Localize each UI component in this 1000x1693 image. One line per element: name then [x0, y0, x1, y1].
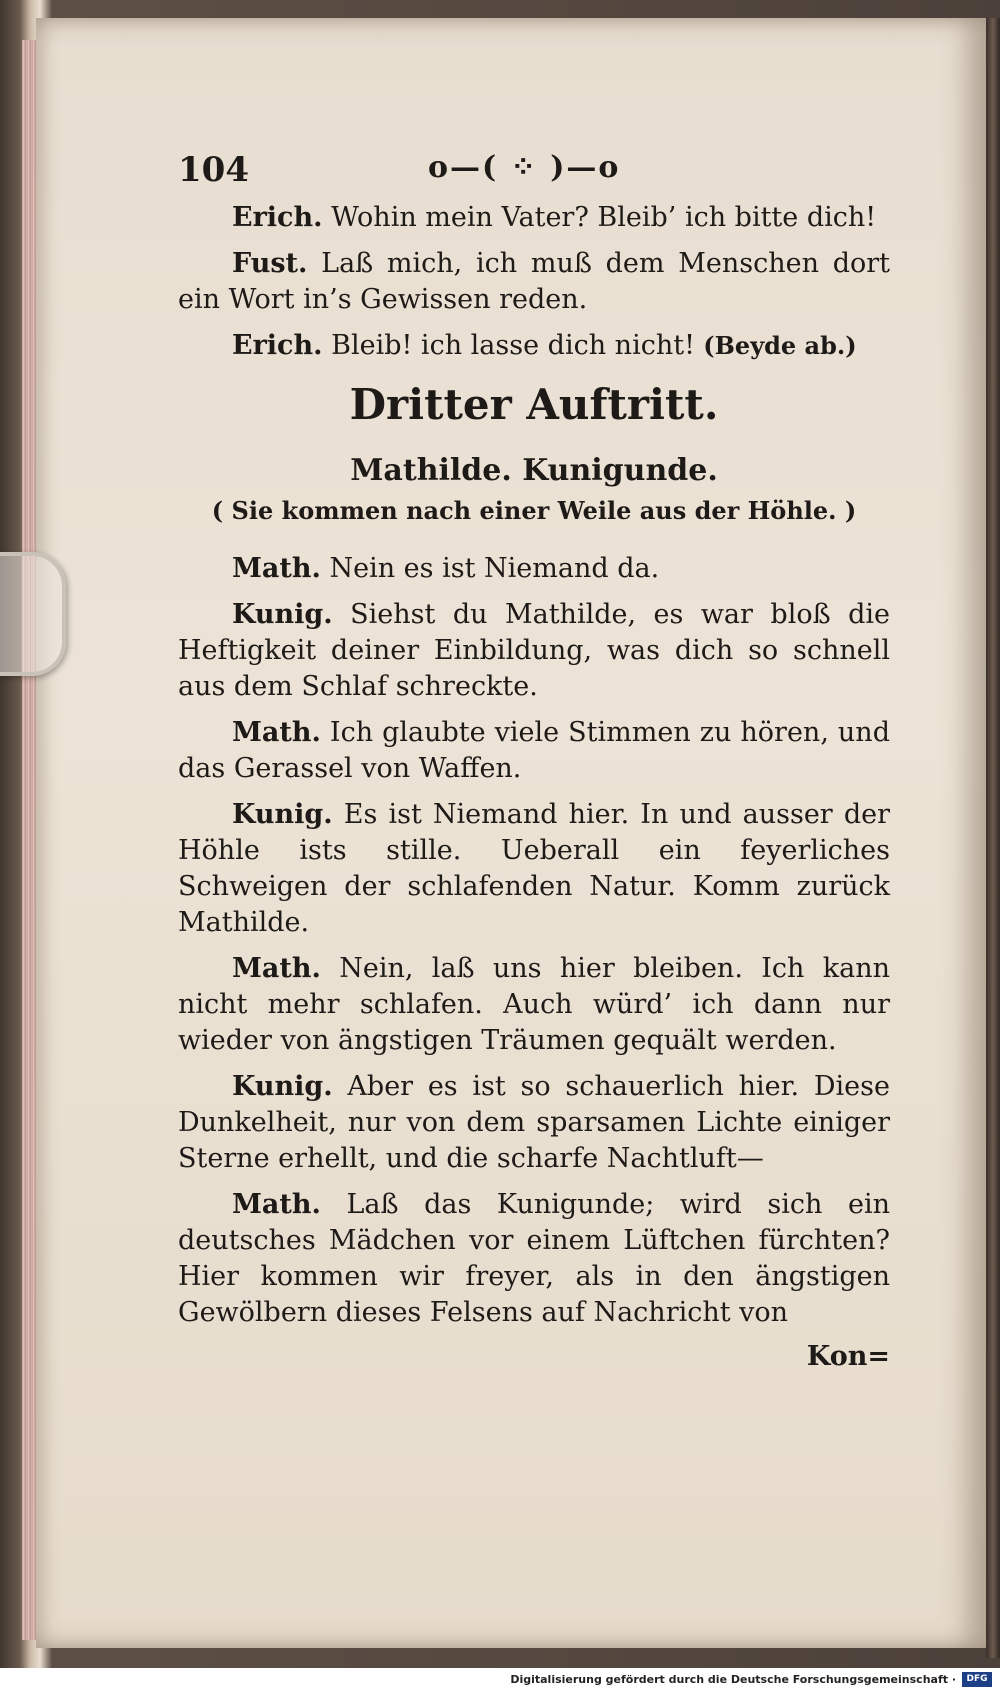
line-text: Aber es ist so schauerlich hier. Diese Dunkelheit, nur von dem sparsamen Lichte einiger Sterne erhellt, und die scharfe Nachtluft—: [178, 1071, 890, 1174]
stage-direction: (Beyde ab.): [694, 331, 857, 360]
line-text: Nein, laß uns hier bleiben. Ich kann nicht mehr schlafen. Auch würd’ ich dann nur wieder von ängstigen Träumen gequält werden.: [178, 953, 890, 1056]
page-number: 104: [178, 150, 249, 190]
dialogue-line: [178, 1069, 890, 1177]
speaker-name: Kunig.: [232, 1071, 333, 1102]
line-text: Wohin mein Vater? Bleib’ ich bitte dich!: [322, 202, 877, 233]
line-text: Ich glaubte viele Stimmen zu hören, und das Gerassel von Waffen.: [178, 717, 890, 784]
dialogue-line: [178, 1187, 890, 1331]
line-text: Siehst du Mathilde, es war bloß die Heftigkeit deiner Einbildung, was dich so schnell aus dem Schlaf schreckte.: [178, 599, 890, 702]
dialogue-line: [178, 715, 890, 787]
speaker-name: Erich.: [232, 330, 323, 361]
scene-direction: ( Sie kommen nach einer Weile aus der Höhle. ): [211, 496, 857, 525]
speaker-name: Math.: [232, 717, 321, 748]
dialogue-line: [178, 246, 890, 318]
dialogue-line: [178, 597, 890, 705]
dialogue-line: [178, 797, 890, 941]
page-header: [178, 150, 890, 200]
speaker-name: Math.: [232, 553, 321, 584]
dialogue-line: [178, 328, 890, 364]
dialogue-line: [178, 951, 890, 1059]
line-text: Bleib! ich lasse dich nicht!: [322, 330, 695, 361]
scene-characters: Mathilde. Kunigunde.: [350, 453, 718, 488]
dialogue-line: [178, 551, 890, 587]
header-ornament: o—( ⁘ )—o: [428, 150, 621, 185]
speaker-name: Kunig.: [232, 799, 333, 830]
dfg-logo: DFG: [962, 1672, 992, 1687]
speaker-name: Math.: [232, 953, 321, 984]
line-text: Laß das Kunigunde; wird sich ein deutsches Mädchen vor einem Lüftchen fürchten? Hier kommen wir freyer, als in den ängstigen Gewölbern dieses Felsens auf Nachricht von: [178, 1189, 890, 1328]
book-spine-edge: [986, 18, 1000, 1658]
digitization-credit: Digitalisierung gefördert durch die Deutsche Forschungsgemeinschaft ·: [510, 1673, 956, 1686]
speaker-name: Math.: [232, 1189, 321, 1220]
dialogue-line: [178, 200, 890, 236]
page-text: [178, 150, 890, 1372]
line-text: Nein es ist Niemand da.: [320, 553, 660, 584]
speaker-name: Kunig.: [232, 599, 333, 630]
line-text: Laß mich, ich muß dem Menschen dort ein Wort in’s Gewissen reden.: [178, 248, 890, 315]
line-text: Es ist Niemand hier. In und ausser der Höhle ists stille. Ueberall ein feyerliches Schweigen der schlafenden Natur. Komm zurück Mathilde.: [178, 799, 890, 938]
page-clip: [0, 552, 66, 676]
catchword: Kon=: [806, 1341, 890, 1372]
speaker-name: Erich.: [232, 202, 323, 233]
speaker-name: Fust.: [232, 248, 308, 279]
scene-title: Dritter Auftritt.: [349, 380, 719, 429]
